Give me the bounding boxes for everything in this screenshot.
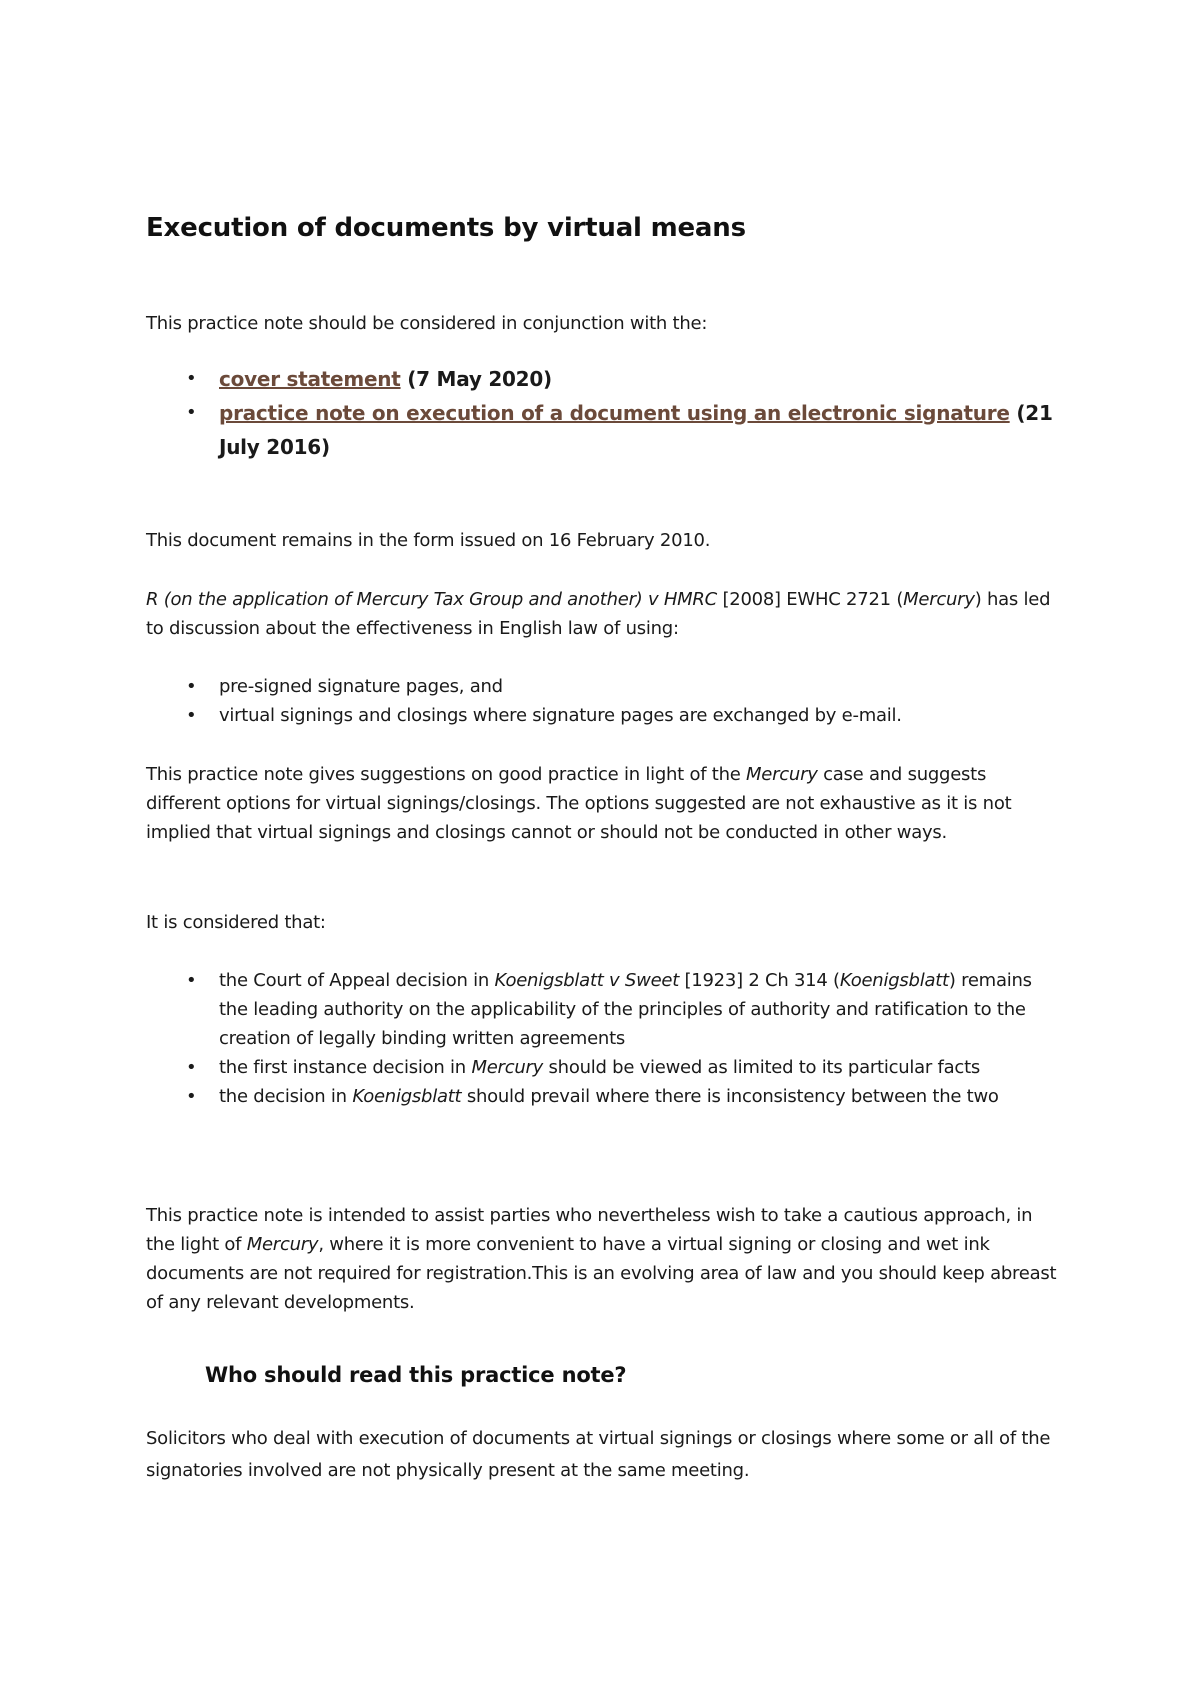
bullet-icon: • xyxy=(186,1057,197,1078)
page-title: Execution of documents by virtual means xyxy=(146,213,746,243)
list-item: • the first instance decision in Mercury should be viewed as limited to its particular facts xyxy=(146,1053,1066,1082)
suggestions-paragraph: This practice note gives suggestions on good practice in light of the Mercury case and suggests different options for virtual signings/closings. The options suggested are not exhaustive as it is not implied that virtual signings and closings cannot or should not be conducted in other ways. xyxy=(146,764,1012,843)
list-item: • virtual signings and closings where signature pages are exchanged by e-mail. xyxy=(146,701,1066,730)
intro-paragraph: This practice note should be considered in conjunction with the: xyxy=(146,313,708,334)
status-line: This document remains in the form issued on 16 February 2010. xyxy=(146,530,711,551)
electronic-signature-practice-note-link[interactable]: practice note on execution of a document using an electronic signature xyxy=(219,401,1010,425)
section-heading: Who should read this practice note? xyxy=(205,1363,627,1387)
considered-intro: It is considered that: xyxy=(146,912,326,933)
cautious-paragraph: This practice note is intended to assist parties who nevertheless wish to take a cautious approach, in the light of Mercury, where it is more convenient to have a virtual signing or closing and wet ink documents are not required for registration.This is an evolving area of law and you should keep abreast of any relevant developments. xyxy=(146,1205,1057,1313)
cover-statement-link[interactable]: cover statement xyxy=(219,367,401,391)
bullet-icon: • xyxy=(186,1086,197,1107)
considered-list xyxy=(146,966,1066,1111)
bullet-icon: • xyxy=(186,676,197,697)
bullet-icon: • xyxy=(186,705,197,726)
list-item: • pre-signed signature pages, and xyxy=(146,672,1066,701)
case-short-name: Mercury xyxy=(903,589,975,610)
list-item: • the Court of Appeal decision in Koenigsblatt v Sweet [1923] 2 Ch 314 (Koenigsblatt) remains the leading authority on the applicability of the principles of authority and ratification to the creation of legally binding written agreements xyxy=(146,966,1066,1053)
list-item: • the decision in Koenigsblatt should prevail where there is inconsistency between the two xyxy=(146,1082,1066,1111)
audience-paragraph: Solicitors who deal with execution of documents at virtual signings or closings where some or all of the signatories involved are not physically present at the same meeting. xyxy=(146,1428,1051,1481)
list-item xyxy=(146,362,1066,396)
bullet-icon: • xyxy=(186,368,197,389)
bullet-icon: • xyxy=(186,970,197,991)
case-name: R (on the application of Mercury Tax Group and another) v HMRC xyxy=(146,589,717,610)
case-paragraph: R (on the application of Mercury Tax Group and another) v HMRC [2008] EWHC 2721 (Mercury) has led to discussion about the effectiveness in English law of using: xyxy=(146,589,1051,639)
list-item xyxy=(146,396,1066,464)
link-date: (21 July 2016) xyxy=(219,401,1053,459)
using-list xyxy=(146,672,1066,730)
related-links-list xyxy=(146,362,1066,464)
link-date: (7 May 2020) xyxy=(400,367,552,391)
bullet-icon: • xyxy=(186,402,197,423)
